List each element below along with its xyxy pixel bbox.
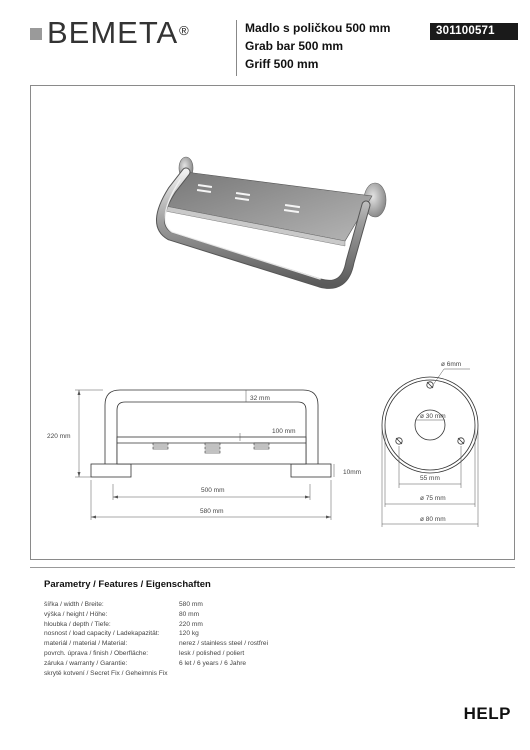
param-row xyxy=(44,669,268,679)
dim-580: 580 mm xyxy=(200,508,224,515)
title-cs: Madlo s poličkou 500 mm xyxy=(245,21,391,35)
left-base-plate xyxy=(91,464,131,477)
param-label: výška / height / Höhe: xyxy=(44,610,108,618)
product-image xyxy=(160,157,386,284)
dim-220: 220 mm xyxy=(47,433,71,440)
param-row xyxy=(44,649,268,659)
param-label: skrytě kotvení / Secret Fix / Geheimnis Fix xyxy=(44,669,168,677)
param-value: lesk / polished / poliert xyxy=(179,649,245,657)
param-value: nerez / stainless steel / rostfrei xyxy=(179,640,269,648)
registered-mark: ® xyxy=(179,22,189,38)
title-de: Griff 500 mm xyxy=(245,57,319,71)
dim-32: 32 mm xyxy=(250,395,270,402)
series-name: HELP xyxy=(463,704,511,723)
param-value: 220 mm xyxy=(179,620,203,628)
param-label: povrch. úprava / finish / Oberfläche: xyxy=(44,649,149,657)
brand-name: BEMETA xyxy=(47,15,179,50)
dim-500: 500 mm xyxy=(201,487,225,494)
param-row xyxy=(44,629,268,639)
dim-80: ø 80 mm xyxy=(420,516,446,523)
dim-55: 55 mm xyxy=(420,475,440,482)
param-row xyxy=(44,659,268,669)
right-base-plate xyxy=(291,464,331,477)
dim-75: ø 75 mm xyxy=(420,495,446,502)
param-value: 80 mm xyxy=(179,610,200,618)
parameters-title: Parametry / Features / Eigenschaften xyxy=(44,579,211,590)
param-row xyxy=(44,600,268,610)
section-divider xyxy=(30,567,515,568)
dim-30: ø 30 mm xyxy=(420,413,446,420)
dim-100: 100 mm xyxy=(272,428,296,435)
param-row xyxy=(44,620,268,630)
plate-outer-circle xyxy=(382,377,478,473)
param-row xyxy=(44,639,268,649)
title-en: Grab bar 500 mm xyxy=(245,39,344,53)
dim-10: 10mm xyxy=(343,469,362,476)
plate-inner-circle xyxy=(385,380,475,470)
shelf-front xyxy=(117,437,306,464)
param-label: materiál / material / Material: xyxy=(44,640,128,648)
param-label: šířka / width / Breite: xyxy=(44,601,104,608)
product-code-badge: 301100571 xyxy=(430,23,518,40)
param-label: záruka / warranty / Garantie: xyxy=(44,659,128,667)
param-label: hloubka / depth / Tiefe: xyxy=(44,620,111,628)
dim-hole-6: ø 6mm xyxy=(441,361,462,368)
wall-plate-drawing xyxy=(382,377,478,473)
plate-dimension-lines xyxy=(382,369,478,527)
param-value: 120 kg xyxy=(179,630,199,638)
param-row xyxy=(44,610,268,620)
param-value: 580 mm xyxy=(179,601,203,608)
param-value: 6 let / 6 years / 6 Jahre xyxy=(179,659,247,667)
parameters-list xyxy=(44,600,268,678)
param-label: nosnost / load capacity / Ladekapazität: xyxy=(44,630,160,638)
